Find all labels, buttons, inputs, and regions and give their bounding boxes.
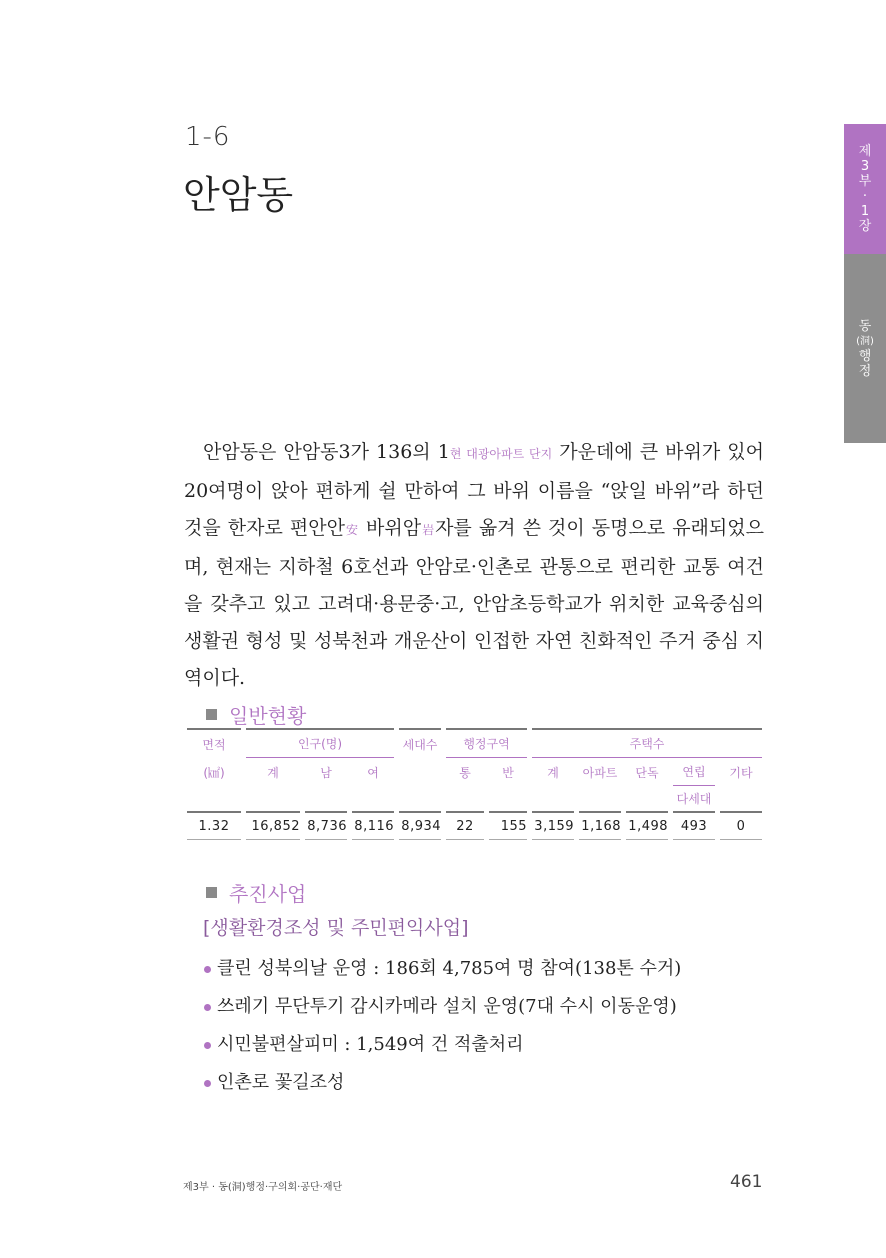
col-pop-total: 계: [267, 765, 279, 780]
general-heading: [206, 700, 306, 729]
intro-text-1: 안암동은 안암동3가 136의 1: [203, 441, 450, 463]
cell-h-other: 0: [720, 813, 762, 840]
general-heading-text: 일반현황: [229, 704, 307, 728]
table-row: [187, 813, 762, 840]
col-pop-male: 남: [320, 765, 332, 780]
square-bullet-icon: [206, 709, 217, 720]
section-tab-char: 정: [858, 363, 872, 379]
col-ban: 반: [502, 765, 514, 780]
chapter-tab-char: 장: [858, 219, 872, 234]
bullet-dot-icon: [204, 1004, 211, 1011]
intro-paragraph: [184, 434, 764, 697]
col-h-apt: 아파트: [582, 765, 618, 780]
section-title: 안암동: [183, 173, 294, 217]
cell-tong: 22: [446, 813, 484, 840]
cell-h-total: 3,159: [532, 813, 574, 840]
hanja-am: 岩: [421, 523, 436, 537]
section-tab-char: 동: [858, 318, 872, 334]
list-item: [204, 1026, 681, 1064]
col-h-row: 연립: [673, 758, 715, 786]
cell-pop-female: 8,116: [352, 813, 394, 840]
bullet-dot-icon: [204, 1042, 211, 1049]
list-item: [204, 1064, 681, 1102]
list-item-text: 시민불편살피미 : 1,549여 건 적출처리: [217, 1034, 524, 1055]
chapter-tab-char: 1: [860, 204, 870, 219]
col-households: 세대수: [399, 728, 441, 758]
section-number: 1-6: [185, 122, 231, 152]
cell-area: 1.32: [187, 813, 241, 840]
section-tab-char: 행: [858, 348, 872, 364]
col-area-unit: (㎢): [203, 765, 225, 780]
col-h-other: 기타: [729, 765, 753, 780]
chapter-tab-char: 제: [858, 144, 872, 159]
cell-pop-male: 8,736: [305, 813, 347, 840]
section-tab: [844, 254, 886, 443]
cell-h-single: 1,498: [626, 813, 668, 840]
projects-heading: [206, 878, 306, 907]
section-tab-char: (洞): [856, 335, 874, 347]
col-households-sub: [399, 758, 441, 786]
col-admin: 행정구역: [446, 728, 527, 758]
col-h-total: 계: [547, 765, 559, 780]
intro-text-2: 가운데에 큰 바위가 있어 20여명이 앉아 편하게 쉴 만하여 그 바위 이름을 “앉일 바위”라 하던 것을 한자로 편안안: [184, 441, 764, 539]
bullet-dot-icon: [204, 966, 211, 973]
projects-subheading: [생활환경조성 및 주민편익사업]: [203, 917, 469, 939]
cell-households: 8,934: [399, 813, 441, 840]
intro-text-4: 자를 옮겨 쓴 것이 동명으로 유래되었으며, 현재는 지하철 6호선과 안암로·인촌로 관통으로 편리한 교통 여건을 갖추고 있고 고려대·용문중·고, 안암초등학교가 위치한 교육중심의 생활권 형성 및 성북천과 개운산이 인접한 자연 친화적인 주거 중심 지역이다.: [184, 517, 764, 689]
col-housing: 주택수: [532, 728, 762, 758]
cell-h-row: 493: [673, 813, 715, 840]
list-item-text: 쓰레기 무단투기 감시카메라 설치 운영(7대 수시 이동운영): [217, 996, 677, 1017]
footer-running-title: 제3부 · 동(洞)행정·구의회·공단·재단: [183, 1182, 343, 1193]
intro-note: 현 대광아파트 단지: [449, 447, 553, 461]
general-stats-table: [182, 728, 767, 840]
hanja-an: 安: [344, 523, 359, 537]
cell-ban: 155: [489, 813, 527, 840]
cell-h-apt: 1,168: [579, 813, 621, 840]
col-area: 면적: [187, 728, 241, 758]
page-number: 461: [730, 1172, 763, 1192]
col-h-row2: 다세대: [673, 786, 715, 813]
cell-pop-total: 16,852: [246, 813, 300, 840]
col-pop-female: 여: [367, 765, 379, 780]
projects-heading-text: 추진사업: [229, 882, 307, 906]
chapter-tab-char: 3: [860, 159, 870, 174]
col-h-single: 단독: [635, 765, 659, 780]
list-item: [204, 950, 681, 988]
list-item-text: 클린 성북의날 운영 : 186회 4,785여 명 참여(138톤 수거): [217, 958, 682, 979]
bullet-dot-icon: [204, 1080, 211, 1087]
chapter-tab: [844, 124, 886, 254]
projects-list: [204, 950, 681, 1102]
intro-text-3: 바위암: [358, 517, 422, 539]
chapter-tab-char: ·: [862, 189, 868, 204]
square-bullet-icon: [206, 887, 217, 898]
col-tong: 통: [459, 765, 471, 780]
list-item: [204, 988, 681, 1026]
chapter-tab-char: 부: [858, 174, 872, 189]
list-item-text: 인촌로 꽃길조성: [217, 1072, 345, 1093]
col-population: 인구(명): [246, 728, 394, 758]
